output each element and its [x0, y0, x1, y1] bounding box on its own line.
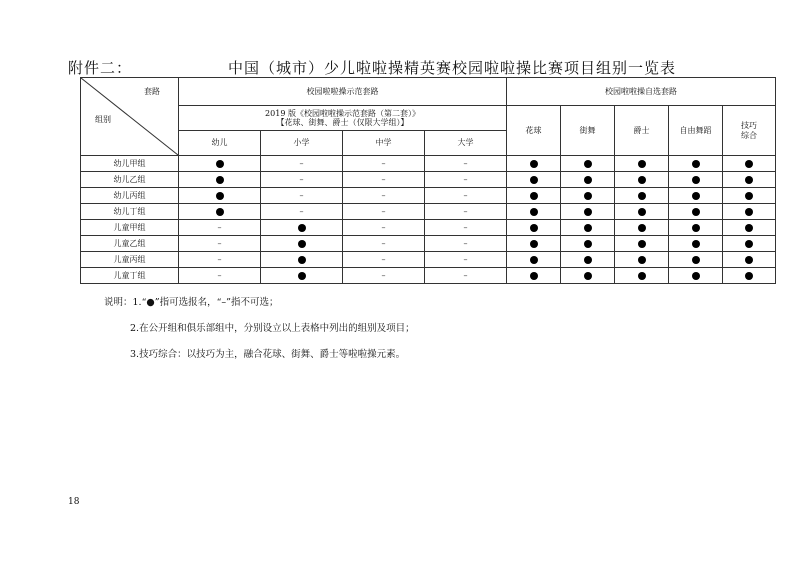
note-2: 2.在公开组和俱乐部组中，分别设立以上表格中列出的组别及项目；: [130, 323, 415, 334]
table-cell: [669, 156, 723, 172]
table-cell: [425, 268, 507, 284]
unavailable-dash: –: [217, 254, 222, 264]
selectable-dot: [298, 240, 306, 248]
selectable-dot: [216, 208, 224, 216]
table-cell: [343, 220, 425, 236]
selectable-dot: [530, 176, 538, 184]
unavailable-dash: –: [381, 222, 386, 232]
selectable-dot: [745, 176, 753, 184]
table-cell: [723, 156, 776, 172]
selectable-dot: [638, 192, 646, 200]
table-cell: [261, 156, 343, 172]
table-cell: [723, 252, 776, 268]
col-header-right-3: 自由舞蹈: [669, 106, 723, 156]
selectable-dot: [638, 160, 646, 168]
demo-subtitle-line1: 2019 版《校园啦啦操示范套路（第二套）》: [265, 108, 420, 118]
selectable-dot: [692, 224, 700, 232]
unavailable-dash: –: [381, 238, 386, 248]
table-corner-cell: [81, 78, 179, 156]
demo-subtitle-line2: 【花球、街舞、爵士（仅限大学组）】: [276, 118, 409, 127]
col-header-right-0: 花球: [507, 106, 561, 156]
table-cell: [561, 204, 615, 220]
unavailable-dash: –: [381, 254, 386, 264]
table-cell: [179, 188, 261, 204]
table-cell: [561, 236, 615, 252]
selectable-dot: [745, 256, 753, 264]
selectable-dot: [638, 176, 646, 184]
selectable-dot: [692, 192, 700, 200]
row-label: 儿童乙组: [81, 236, 179, 252]
table-cell: [343, 268, 425, 284]
col-header-right-2: 爵士: [615, 106, 669, 156]
table-cell: [179, 220, 261, 236]
selectable-dot: [638, 240, 646, 248]
selectable-dot: [745, 160, 753, 168]
table-cell: [669, 188, 723, 204]
table-cell: [561, 172, 615, 188]
selectable-dot: [216, 192, 224, 200]
table-cell: [561, 268, 615, 284]
unavailable-dash: –: [463, 270, 468, 280]
unavailable-dash: –: [381, 158, 386, 168]
table-cell: [615, 220, 669, 236]
selectable-dot: [638, 272, 646, 280]
note-1: 说明：1.“●”指可选报名，“–”指不可选；: [104, 297, 279, 308]
selectable-dot: [530, 224, 538, 232]
unavailable-dash: –: [299, 190, 304, 200]
selectable-dot: [584, 192, 592, 200]
selectable-dot: [638, 224, 646, 232]
table-cell: [179, 236, 261, 252]
table-cell: [615, 268, 669, 284]
table-cell: [669, 204, 723, 220]
selectable-dot: [530, 240, 538, 248]
table-cell: [343, 172, 425, 188]
table-cell: [669, 236, 723, 252]
table-cell: [723, 268, 776, 284]
unavailable-dash: –: [381, 206, 386, 216]
table-cell: [179, 172, 261, 188]
row-label: 幼儿甲组: [81, 156, 179, 172]
table-cell: [507, 252, 561, 268]
note-3: 3.技巧综合：以技巧为主，融合花球、街舞、爵士等啦啦操元素。: [130, 349, 406, 360]
selectable-dot: [584, 208, 592, 216]
table-cell: [561, 252, 615, 268]
table-cell: [723, 172, 776, 188]
table-cell: [615, 172, 669, 188]
table-cell: [507, 172, 561, 188]
selectable-dot: [530, 192, 538, 200]
selectable-dot: [530, 256, 538, 264]
table-cell: [723, 236, 776, 252]
table-cell: [425, 220, 507, 236]
row-label: 儿童丁组: [81, 268, 179, 284]
table-cell: [507, 156, 561, 172]
table-cell: [425, 172, 507, 188]
table-cell: [261, 204, 343, 220]
table-cell: [343, 204, 425, 220]
group-header-free: 校园啦啦操自选套路: [507, 78, 776, 106]
col-header-left-3: 大学: [425, 131, 507, 156]
table-cell: [261, 252, 343, 268]
selectable-dot: [216, 176, 224, 184]
table-row: [81, 268, 776, 284]
col-header-right-4: 技巧 综合: [723, 106, 776, 156]
table-row: [81, 220, 776, 236]
table-cell: [669, 252, 723, 268]
table-cell: [669, 268, 723, 284]
selectable-dot: [745, 208, 753, 216]
group-header-demo: 校园啦啦操示范套路: [179, 78, 507, 106]
row-label: 幼儿丁组: [81, 204, 179, 220]
table-cell: [561, 188, 615, 204]
table-cell: [343, 236, 425, 252]
table-row: [81, 156, 776, 172]
selectable-dot: [638, 256, 646, 264]
corner-routine-label: 套路: [144, 87, 160, 96]
table-cell: [507, 188, 561, 204]
table-cell: [507, 236, 561, 252]
unavailable-dash: –: [463, 238, 468, 248]
row-label: 幼儿丙组: [81, 188, 179, 204]
table-cell: [261, 172, 343, 188]
table-cell: [507, 268, 561, 284]
selectable-dot: [745, 240, 753, 248]
table-cell: [669, 220, 723, 236]
unavailable-dash: –: [217, 238, 222, 248]
table-cell: [261, 188, 343, 204]
row-label: 儿童甲组: [81, 220, 179, 236]
selectable-dot: [692, 176, 700, 184]
unavailable-dash: –: [299, 158, 304, 168]
unavailable-dash: –: [381, 190, 386, 200]
row-label: 儿童丙组: [81, 252, 179, 268]
unavailable-dash: –: [463, 158, 468, 168]
table-cell: [261, 268, 343, 284]
selectable-dot: [745, 272, 753, 280]
selectable-dot: [298, 224, 306, 232]
col-header-left-2: 中学: [343, 131, 425, 156]
table-cell: [425, 204, 507, 220]
row-label: 幼儿乙组: [81, 172, 179, 188]
unavailable-dash: –: [299, 174, 304, 184]
table-row: [81, 236, 776, 252]
selectable-dot: [530, 272, 538, 280]
selectable-dot: [745, 224, 753, 232]
unavailable-dash: –: [463, 174, 468, 184]
selectable-dot: [692, 160, 700, 168]
unavailable-dash: –: [217, 270, 222, 280]
col-header-right-1: 街舞: [561, 106, 615, 156]
selectable-dot: [584, 176, 592, 184]
table-cell: [723, 220, 776, 236]
table-cell: [723, 204, 776, 220]
table-cell: [179, 204, 261, 220]
unavailable-dash: –: [463, 254, 468, 264]
unavailable-dash: –: [463, 190, 468, 200]
table-cell: [723, 188, 776, 204]
table-cell: [343, 252, 425, 268]
table-cell: [561, 220, 615, 236]
table-row: [81, 188, 776, 204]
table-cell: [425, 188, 507, 204]
table-cell: [179, 156, 261, 172]
table-row: [81, 252, 776, 268]
table-row: [81, 204, 776, 220]
table-cell: [669, 172, 723, 188]
table-cell: [261, 236, 343, 252]
table-cell: [261, 220, 343, 236]
table-cell: [561, 156, 615, 172]
selectable-dot: [584, 224, 592, 232]
selectable-dot: [584, 272, 592, 280]
table-cell: [425, 156, 507, 172]
selectable-dot: [530, 208, 538, 216]
selectable-dot: [298, 272, 306, 280]
table-cell: [343, 156, 425, 172]
table-cell: [615, 204, 669, 220]
category-table: [80, 77, 776, 284]
attachment-label: 附件二：: [68, 59, 133, 77]
unavailable-dash: –: [463, 222, 468, 232]
selectable-dot: [584, 240, 592, 248]
table-cell: [615, 252, 669, 268]
table-cell: [179, 268, 261, 284]
selectable-dot: [298, 256, 306, 264]
page-title: 中国（城市）少儿啦啦操精英赛校园啦啦操比赛项目组别一览表: [228, 59, 677, 77]
table-row: [81, 172, 776, 188]
demo-subtitle: [179, 106, 507, 131]
unavailable-dash: –: [217, 222, 222, 232]
selectable-dot: [530, 160, 538, 168]
selectable-dot: [692, 256, 700, 264]
unavailable-dash: –: [381, 174, 386, 184]
table-cell: [343, 188, 425, 204]
table-cell: [507, 220, 561, 236]
table-cell: [615, 236, 669, 252]
selectable-dot: [745, 192, 753, 200]
selectable-dot: [692, 208, 700, 216]
col-header-left-0: 幼儿: [179, 131, 261, 156]
page-number: 18: [68, 497, 80, 507]
table-cell: [425, 236, 507, 252]
selectable-dot: [216, 160, 224, 168]
table-cell: [615, 188, 669, 204]
selectable-dot: [584, 256, 592, 264]
corner-group-label: 组别: [95, 114, 111, 124]
table-cell: [425, 252, 507, 268]
selectable-dot: [638, 208, 646, 216]
unavailable-dash: –: [463, 206, 468, 216]
table-cell: [507, 204, 561, 220]
unavailable-dash: –: [381, 270, 386, 280]
unavailable-dash: –: [299, 206, 304, 216]
selectable-dot: [692, 240, 700, 248]
table-cell: [615, 156, 669, 172]
col-header-left-1: 小学: [261, 131, 343, 156]
selectable-dot: [692, 272, 700, 280]
selectable-dot: [584, 160, 592, 168]
table-cell: [179, 252, 261, 268]
